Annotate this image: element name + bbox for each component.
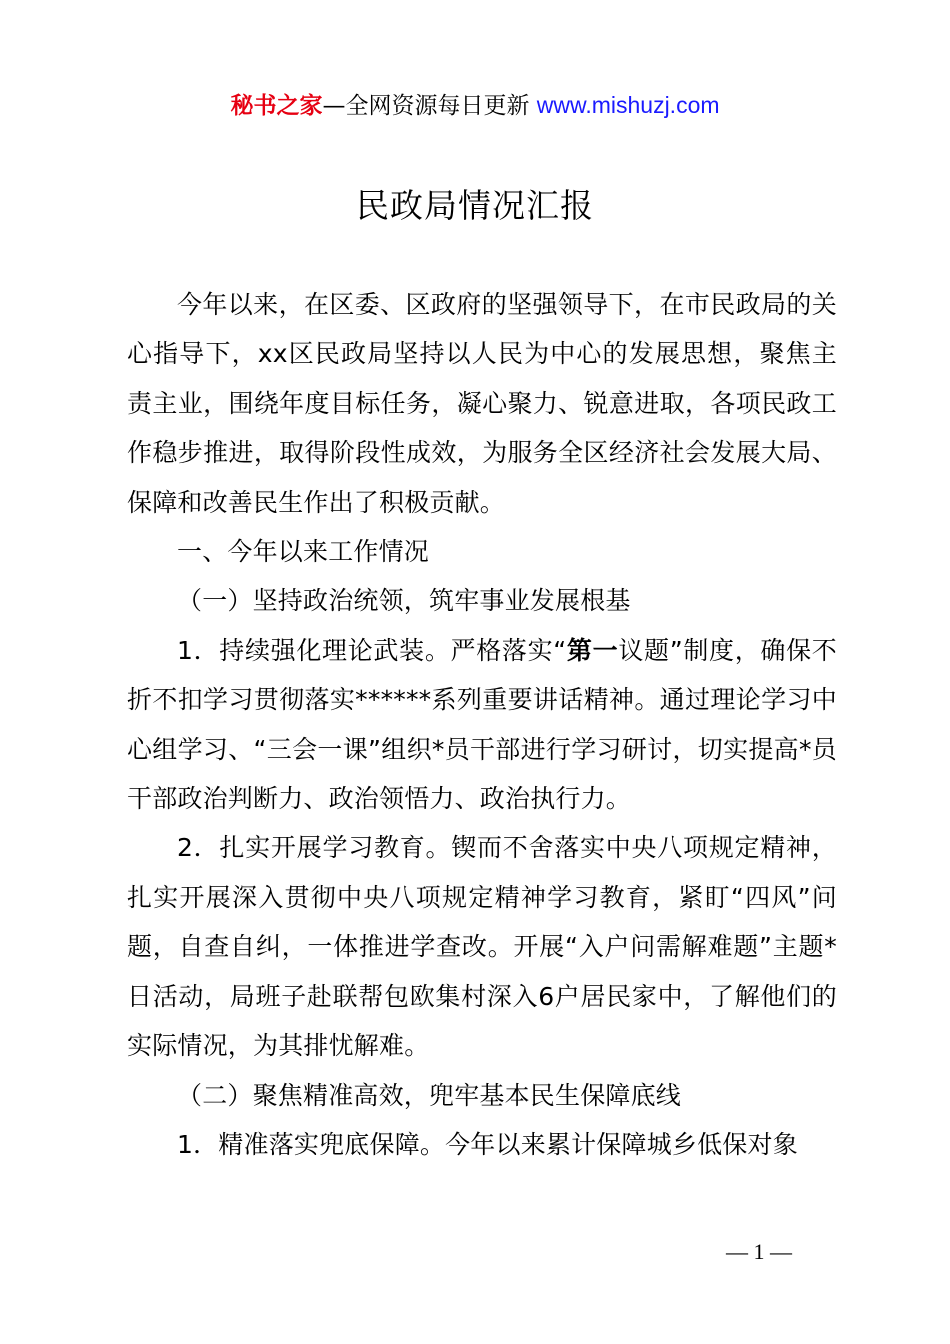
subsection-heading-2: （二）聚焦精准高效，兜牢基本民生保障底线 (177, 1080, 682, 1110)
banner-tagline: —全网资源每日更新 (322, 93, 537, 119)
paragraph-learning-education: 2．扎实开展学习教育。锲而不舍落实中央八项规定精神，扎实开展深入贯彻中央八项规定精神学习教育，紧盯“四风”问题，自查自纠，一体推进学查改。开展“入户问需解难题”主题*日活动，局班子赴联帮包欧集村深入6户居民家中，了解他们的实际情况，为其排忧解难。 (127, 833, 837, 1061)
paragraph-theory-bold: 第一 (566, 635, 619, 665)
page-number: — 1 — (726, 1239, 792, 1264)
banner-url-link[interactable]: www.mishuzj.com (536, 92, 720, 118)
document-body (127, 280, 837, 1169)
subsection-heading-1: （一）坚持政治统领，筑牢事业发展根基 (177, 586, 631, 616)
document-title: 民政局情况汇报 (356, 186, 594, 225)
paragraph-theory-prefix: 1．持续强化理论武装。严格落实“ (177, 635, 567, 665)
section-heading-1: 一、今年以来工作情况 (177, 537, 430, 567)
banner-brand: 秘书之家 (230, 93, 323, 119)
paragraph-safety-net: 1．精准落实兜底保障。今年以来累计保障城乡低保对象 (177, 1129, 798, 1159)
paragraph-theory-study (127, 626, 837, 824)
paragraph-theory-suffix: 议题”制度，确保不折不扣学习贯彻落实******系列重要讲话精神。通过理论学习中心组学习、“三会一课”组织*员干部进行学习研讨，切实提高*员干部政治判断力、政治领悟力、政治执行力。 (127, 635, 837, 814)
paragraph-intro: 今年以来，在区委、区政府的坚强领导下，在市民政局的关心指导下，xx区民政局坚持以人民为中心的发展思想，聚焦主责主业，围绕年度目标任务，凝心聚力、锐意进取，各项民政工作稳步推进，取得阶段性成效，为服务全区经济社会发展大局、保障和改善民生作出了积极贡献。 (127, 290, 837, 517)
site-banner (0, 88, 950, 123)
